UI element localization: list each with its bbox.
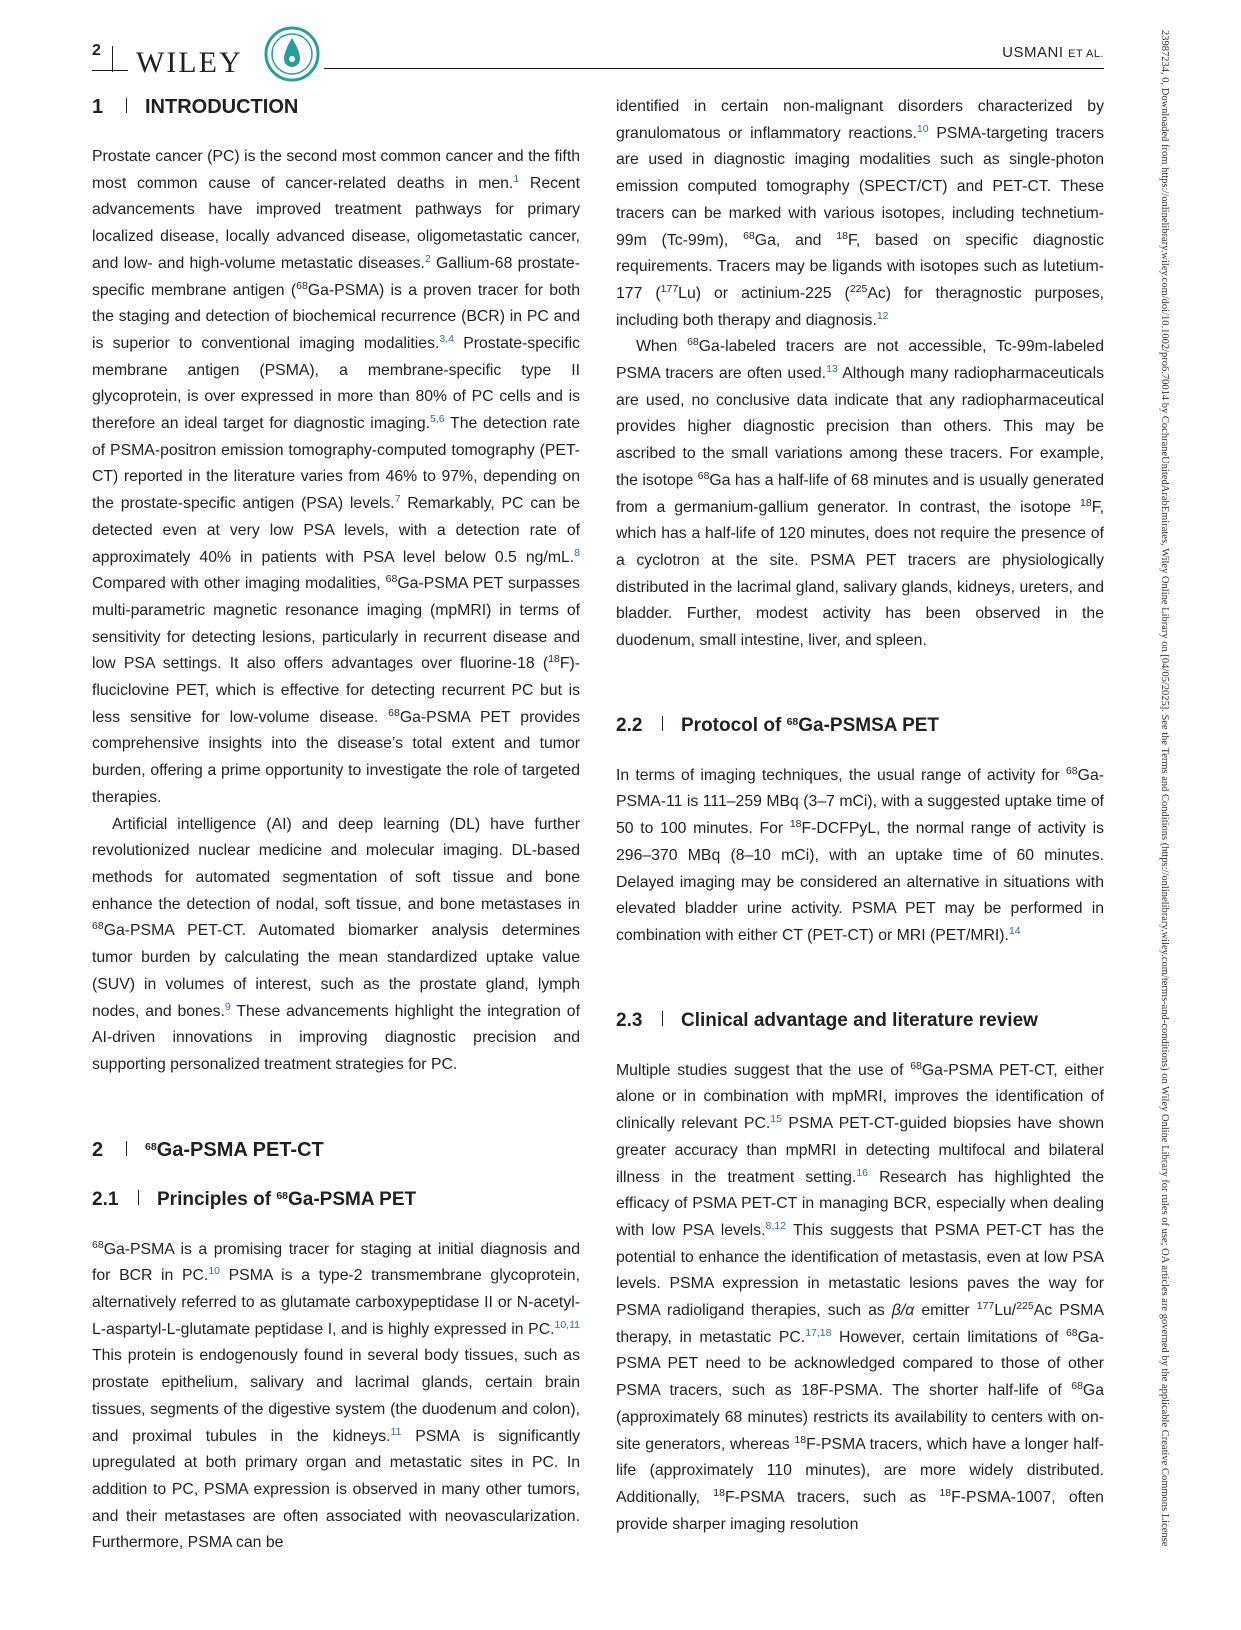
text-run: F-PSMA. The shorter half-life of bbox=[818, 1382, 1072, 1400]
citation-ref[interactable]: 11 bbox=[390, 1425, 402, 1438]
section-heading-2-2: 2.2 Protocol of $^{68}$Ga-PSMSA PET bbox=[616, 714, 940, 736]
running-author: USMANI bbox=[1002, 44, 1064, 61]
citation-ref[interactable]: 1 bbox=[513, 172, 520, 185]
text-run: PSMA PET-CT-guided biopsies have shown greater accuracy than mpMRI in detecting multifocal and bilateral illness in the treatment setting. bbox=[616, 1115, 1104, 1186]
citation-ref[interactable]: 17,18 bbox=[805, 1326, 832, 1339]
text-run: identified in certain non-malignant disorders characterized by granulomatous or inflammatory reactions. bbox=[616, 98, 1104, 142]
tracers-paragraph-2 bbox=[616, 334, 1104, 654]
isotope-mass-number: 68 bbox=[388, 706, 400, 719]
text-run: F-PSMA tracers, such as bbox=[724, 1488, 940, 1506]
text-run: When bbox=[636, 338, 688, 356]
tracers-paragraph bbox=[616, 94, 1104, 334]
isotope-mass-number: 177 bbox=[660, 282, 679, 295]
isotope-mass-number: 68 bbox=[1065, 1326, 1078, 1339]
isotope-mass-number: 18 bbox=[713, 1486, 725, 1499]
text-run: F-PSMA-1007, often provide sharper imaging resolution bbox=[616, 1488, 1104, 1533]
text-run: Ac PSMA therapy, in metastatic PC. bbox=[616, 1302, 1104, 1346]
isotope-mass-number: 68 bbox=[92, 920, 104, 933]
text-run: However, certain limitations of bbox=[831, 1328, 1066, 1346]
citation-ref[interactable]: 10,11 bbox=[554, 1318, 580, 1331]
text-run: Ga-PSMA PET-CT, either alone or in combination with mpMRI, improves the identification of clinically relevant PC. bbox=[616, 1061, 1104, 1133]
citation-ref[interactable]: 16 bbox=[856, 1166, 869, 1179]
text-run: Artificial intelligence (AI) and deep learning (DL) have further revolutionized nuclear medicine and molecular imaging. DL-based methods for automated segmentation of soft tissue and bone enhance the detection of nodal, soft tissue, and bone metastases in bbox=[92, 815, 580, 913]
text-run: F-PSMA tracers, which have a longer half-life (approximately 110 minutes), are more widely distributed. Additionally, bbox=[616, 1435, 1104, 1506]
text-run: Ac) for theragnostic purposes, including both therapy and diagnosis. bbox=[616, 284, 1104, 329]
header-rule-left bbox=[92, 70, 128, 71]
text-run: Ga-PSMA PET provides comprehensive insights into the disease’s total extent and tumor burden, offering a prime opportunity to investigate the role of targeted therapies. bbox=[92, 708, 580, 806]
citation-ref[interactable]: 10 bbox=[208, 1265, 220, 1278]
journal-emblem-icon bbox=[264, 26, 320, 82]
citation-ref[interactable]: 9 bbox=[224, 1000, 231, 1013]
protocol-paragraph bbox=[616, 763, 1104, 950]
running-head bbox=[1002, 44, 1104, 61]
text-run: Ga has a half-life of 68 minutes and is usually generated from a germanium-gallium generator. In contrast, the isotope bbox=[616, 471, 1104, 516]
isotope-mass-number: 68 bbox=[92, 1238, 104, 1251]
citation-ref[interactable]: 13 bbox=[826, 363, 838, 376]
intro-paragraph-1 bbox=[92, 144, 580, 812]
header-separator bbox=[112, 46, 113, 72]
text-run: emitter bbox=[914, 1302, 977, 1320]
text-run: Prostate cancer (PC) is the second most common cancer and the fifth most common cause of cancer-related deaths in men. bbox=[92, 148, 580, 192]
text-run: The detection rate of PSMA-positron emission tomography-computed tomography (PET-CT) reported in the literature varies from 46% to 97%, depending on the prostate-specific antigen (PSA) levels. bbox=[92, 415, 580, 513]
citation-ref[interactable]: 14 bbox=[1008, 924, 1021, 937]
section-heading-2: 2 $^{68}$Ga-PSMA PET-CT bbox=[92, 1138, 324, 1161]
text-run: F-DCFPyL, the normal range of activity is 296–370 MBq (8–10 mCi), with an uptake time of 60 minutes. Delayed imaging may be considered an alternative in situations with elevated bladder urine activity. PSMA PET may be performed in combination with either CT (PET-CT) or MRI (PET/MRI). bbox=[616, 820, 1104, 944]
isotope-mass-number: 18 bbox=[939, 1486, 952, 1499]
isotope-mass-number: 68 bbox=[1065, 764, 1078, 777]
text-run: This protein is endogenously found in several body tissues, such as prostate epithelium, salivary and lacrimal glands, certain brain tissues, segments of the digestive system (the duodenum and colon), and proximal tubules in the kidneys. bbox=[92, 1347, 580, 1445]
isotope-mass-number: 18 bbox=[1080, 496, 1092, 509]
text-run: Lu) or actinium-225 ( bbox=[678, 284, 850, 302]
text-run: Ga-PSMA) is a proven tracer for both the staging and detection of biochemical recurrence (BCR) in PC and is superior to conventional imaging modalities. bbox=[92, 281, 581, 352]
citation-ref[interactable]: 8,12 bbox=[765, 1219, 786, 1232]
isotope-mass-number: 225 bbox=[1016, 1300, 1034, 1313]
isotope-mass-number: 177 bbox=[976, 1300, 995, 1313]
citation-ref[interactable]: 15 bbox=[770, 1113, 782, 1126]
text-run: Ga-PSMA PET-CT. Automated biomarker analysis determines tumor burden by calculating the mean standardized uptake value (SUV) in volumes of interest, such as the prostate gland, lymph nodes, and bones. bbox=[92, 922, 580, 1020]
text-run: PSMA is a type-2 transmembrane glycoprotein, alternatively referred to as glutamate carboxypeptidase II or N-acetyl-L-aspartyl-L-glutamate peptidase I, and is highly expressed in PC. bbox=[92, 1267, 580, 1338]
isotope-mass-number: 68 bbox=[385, 573, 398, 586]
isotope-mass-number: 18 bbox=[794, 1433, 807, 1446]
text-run: Lu/ bbox=[994, 1302, 1017, 1320]
text-run: Recent advancements have improved treatment pathways for primary localized disease, locally advanced disease, oligometastatic cancer, and low- and high-volume metastatic diseases. bbox=[92, 174, 580, 272]
left-column bbox=[92, 94, 580, 1557]
citation-ref[interactable]: 12 bbox=[876, 309, 889, 322]
citation-ref[interactable]: 5,6 bbox=[430, 413, 445, 426]
citation-ref[interactable]: 3,4 bbox=[439, 332, 454, 345]
isotope-mass-number: 68 bbox=[697, 469, 710, 482]
isotope-mass-number: 18 bbox=[548, 653, 560, 666]
publisher-logo-text: WILEY bbox=[136, 46, 243, 79]
isotope-mass-number: 68 bbox=[1071, 1380, 1083, 1393]
text-run: Remarkably, PC can be detected even at very low PSA levels, with a detection rate of approximately 40% in patients with PSA level below 0.5 ng/mL. bbox=[92, 495, 580, 566]
intro-paragraph-2 bbox=[92, 812, 580, 1079]
section-heading-2-1: 2.1 Principles of $^{68}$Ga-PSMA PET bbox=[92, 1188, 417, 1210]
isotope-mass-number: 18 bbox=[789, 818, 802, 831]
citation-ref[interactable]: 2 bbox=[424, 252, 431, 265]
citation-ref[interactable]: 7 bbox=[394, 493, 401, 506]
citation-ref[interactable]: 10 bbox=[916, 122, 929, 135]
right-column bbox=[616, 94, 1104, 1538]
isotope-mass-number: 68 bbox=[910, 1059, 922, 1072]
text-run: PSMA is significantly upregulated at both primary organ and metastatic sites in PC. In addition to PC, PSMA expression is observed in many other tumors, and their metastases are often associated with neovascularization. Furthermore, PSMA can be bbox=[92, 1427, 580, 1552]
text-run: Ga-PSMA is a promising tracer for staging at initial diagnosis and for BCR in PC. bbox=[92, 1240, 580, 1285]
text-run: Ga-PSMA PET need to be acknowledged compared to those of other PSMA tracers, such as bbox=[616, 1328, 1104, 1400]
text-run: PSMA-targeting tracers are used in diagnostic imaging modalities such as single-photon emission computed tomography (SPECT/CT) and PET-CT. These tracers can be marked with various isotopes, including technetium-99m (Tc-99m), bbox=[616, 124, 1104, 249]
text-run: Ga-PSMA PET surpasses multi-parametric magnetic resonance imaging (mpMRI) in terms of sensitivity for detecting lesions, particularly in recurrent disease and low PSA settings. It also offers advantages over fluorine-18 ( bbox=[92, 575, 580, 673]
text-run: Research has highlighted the efficacy of PSMA PET-CT in managing BCR, especially when dealing with low PSA levels. bbox=[616, 1168, 1104, 1239]
text-run: Ga, and bbox=[754, 231, 837, 249]
section-heading-1: 1 INTRODUCTION bbox=[92, 96, 299, 118]
header-rule bbox=[324, 68, 1104, 69]
isotope-mass-number: 225 bbox=[849, 282, 868, 295]
text-run: Compared with other imaging modalities, bbox=[92, 575, 386, 593]
text-run: Prostate-specific membrane antigen (PSMA), a membrane-specific type II glycoprotein, is over expressed in more than 80% of PC cells and is therefore an ideal target for diagnostic imaging. bbox=[92, 334, 580, 433]
principles-paragraph bbox=[92, 1237, 580, 1557]
text-run: Ga-labeled tracers are not accessible, Tc-99m-labeled PSMA tracers are often used. bbox=[616, 338, 1104, 383]
text-run: F, which has a half-life of 120 minutes, does not require the presence of a cyclotron at the site. PSMA PET tracers are physiologically distributed in the lacrimal gland, salivary glands, kidneys, ureters, and bladder. Further, modest activity has been observed in the duodenum, small intestine, liver, and spleen. bbox=[616, 498, 1104, 650]
text-run: Ga (approximately 68 minutes) restricts its availability to centers with on-site generators, whereas bbox=[616, 1382, 1104, 1453]
text-run: These advancements highlight the integration of AI-driven innovations in improving diagnostic precision and supporting personalized treatment strategies for PC. bbox=[92, 1002, 580, 1073]
clinical-paragraph bbox=[616, 1058, 1104, 1539]
text-run: Ga-PSMA-11 is 111–259 MBq (3–7 mCi), with a suggested uptake time of 50 to 100 minutes. For bbox=[616, 766, 1104, 838]
citation-ref[interactable]: 8 bbox=[574, 546, 580, 559]
text-run: Although many radiopharmaceuticals are used, no conclusive data indicate that any radiopharmaceutical provides higher diagnostic precision than others. This may be ascribed to the small variations among these tracers. For example, the isotope bbox=[616, 365, 1104, 489]
download-side-note: 23987234, 0, Downloaded from https://onlinelibrary.wiley.com/doi/10.1002/pro6.70014 by CochraneUnitedArabEmirates, Wiley Online Library on [04/05/2025]. See the Terms and Conditions (https://onlinelibrary.wiley.com/terms-and-conditions) on Wiley Online Library for rules of use; OA articles are governed by the applicable Creative Commons License bbox=[1159, 30, 1170, 1547]
text-run: F)-fluciclovine PET, which is effective for detecting recurrent PC but is less sensitive for low-volume disease. bbox=[92, 655, 580, 726]
section-heading-2-3: 2.3 Clinical advantage and literature review bbox=[616, 1009, 1038, 1031]
text-run: F, based on specific diagnostic requirements. Tracers may be ligands with isotopes such as lutetium-177 ( bbox=[616, 231, 1104, 302]
page-header bbox=[92, 36, 1104, 80]
text-run: Gallium-68 prostate-specific membrane antigen ( bbox=[92, 254, 580, 299]
isotope-mass-number: 18 bbox=[836, 229, 848, 242]
isotope-mass-number: 68 bbox=[687, 336, 699, 349]
italic-symbol: β/α bbox=[891, 1302, 915, 1320]
text-run: Multiple studies suggest that the use of bbox=[616, 1061, 911, 1079]
text-run: This suggests that PSMA PET-CT has the potential to enhance the identification of metastasis, even at low PSA levels. PSMA expression in metastatic lesions paves the way for PSMA radioligand therapies, such as bbox=[616, 1221, 1104, 1320]
text-run: In terms of imaging techniques, the usual range of activity for bbox=[616, 766, 1066, 784]
isotope-mass-number: 68 bbox=[743, 229, 755, 242]
isotope-mass-number: 68 bbox=[296, 279, 308, 292]
page-number: 2 bbox=[92, 42, 101, 59]
running-etal: ET AL. bbox=[1068, 48, 1104, 60]
text-run: 18 bbox=[801, 1382, 819, 1400]
